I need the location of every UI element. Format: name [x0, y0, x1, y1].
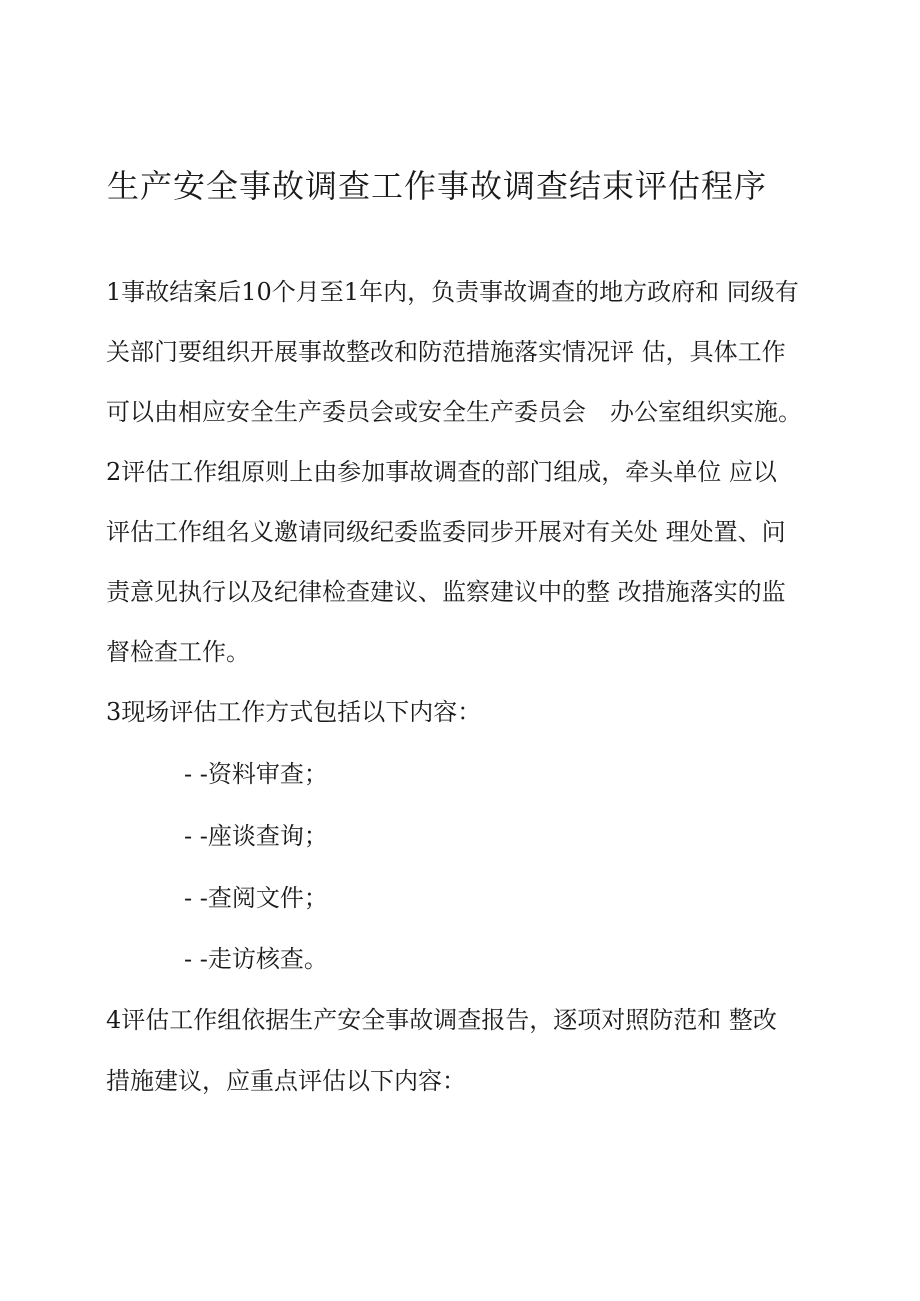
paragraph-line: 2评估工作组原则上由参加事故调查的部门组成，牵头单位 应以	[106, 458, 777, 486]
paragraph-line: 3现场评估工作方式包括以下内容：	[106, 698, 482, 726]
paragraph-line: 评估工作组名义邀请同级纪委监委同步开展对有关处 理处置、问	[106, 518, 786, 546]
list-item: - -走访核查。	[184, 945, 328, 973]
paragraph-line: 督检查工作。	[106, 638, 250, 666]
list-item: - -座谈查询；	[184, 822, 328, 850]
list-item: - -查阅文件；	[184, 884, 328, 912]
paragraph-line: 责意见执行以及纪律检查建议、监察建议中的整 改措施落实的监	[106, 578, 786, 606]
paragraph-line: 1事故结案后10个月至1年内，负责事故调查的地方政府和 同级有	[106, 278, 799, 306]
document-title: 生产安全事故调查工作事故调查结束评估程序	[107, 167, 768, 205]
paragraph-line: 4评估工作组依据生产安全事故调查报告，逐项对照防范和 整改	[106, 1006, 777, 1034]
paragraph-line: 可以由相应安全生产委员会或安全生产委员会 办公室组织实施。	[106, 398, 802, 426]
paragraph-line: 关部门要组织开展事故整改和防范措施落实情况评 估，具体工作	[106, 338, 786, 366]
paragraph-line: 措施建议，应重点评估以下内容：	[106, 1067, 466, 1095]
list-item: - -资料审查；	[184, 760, 328, 788]
